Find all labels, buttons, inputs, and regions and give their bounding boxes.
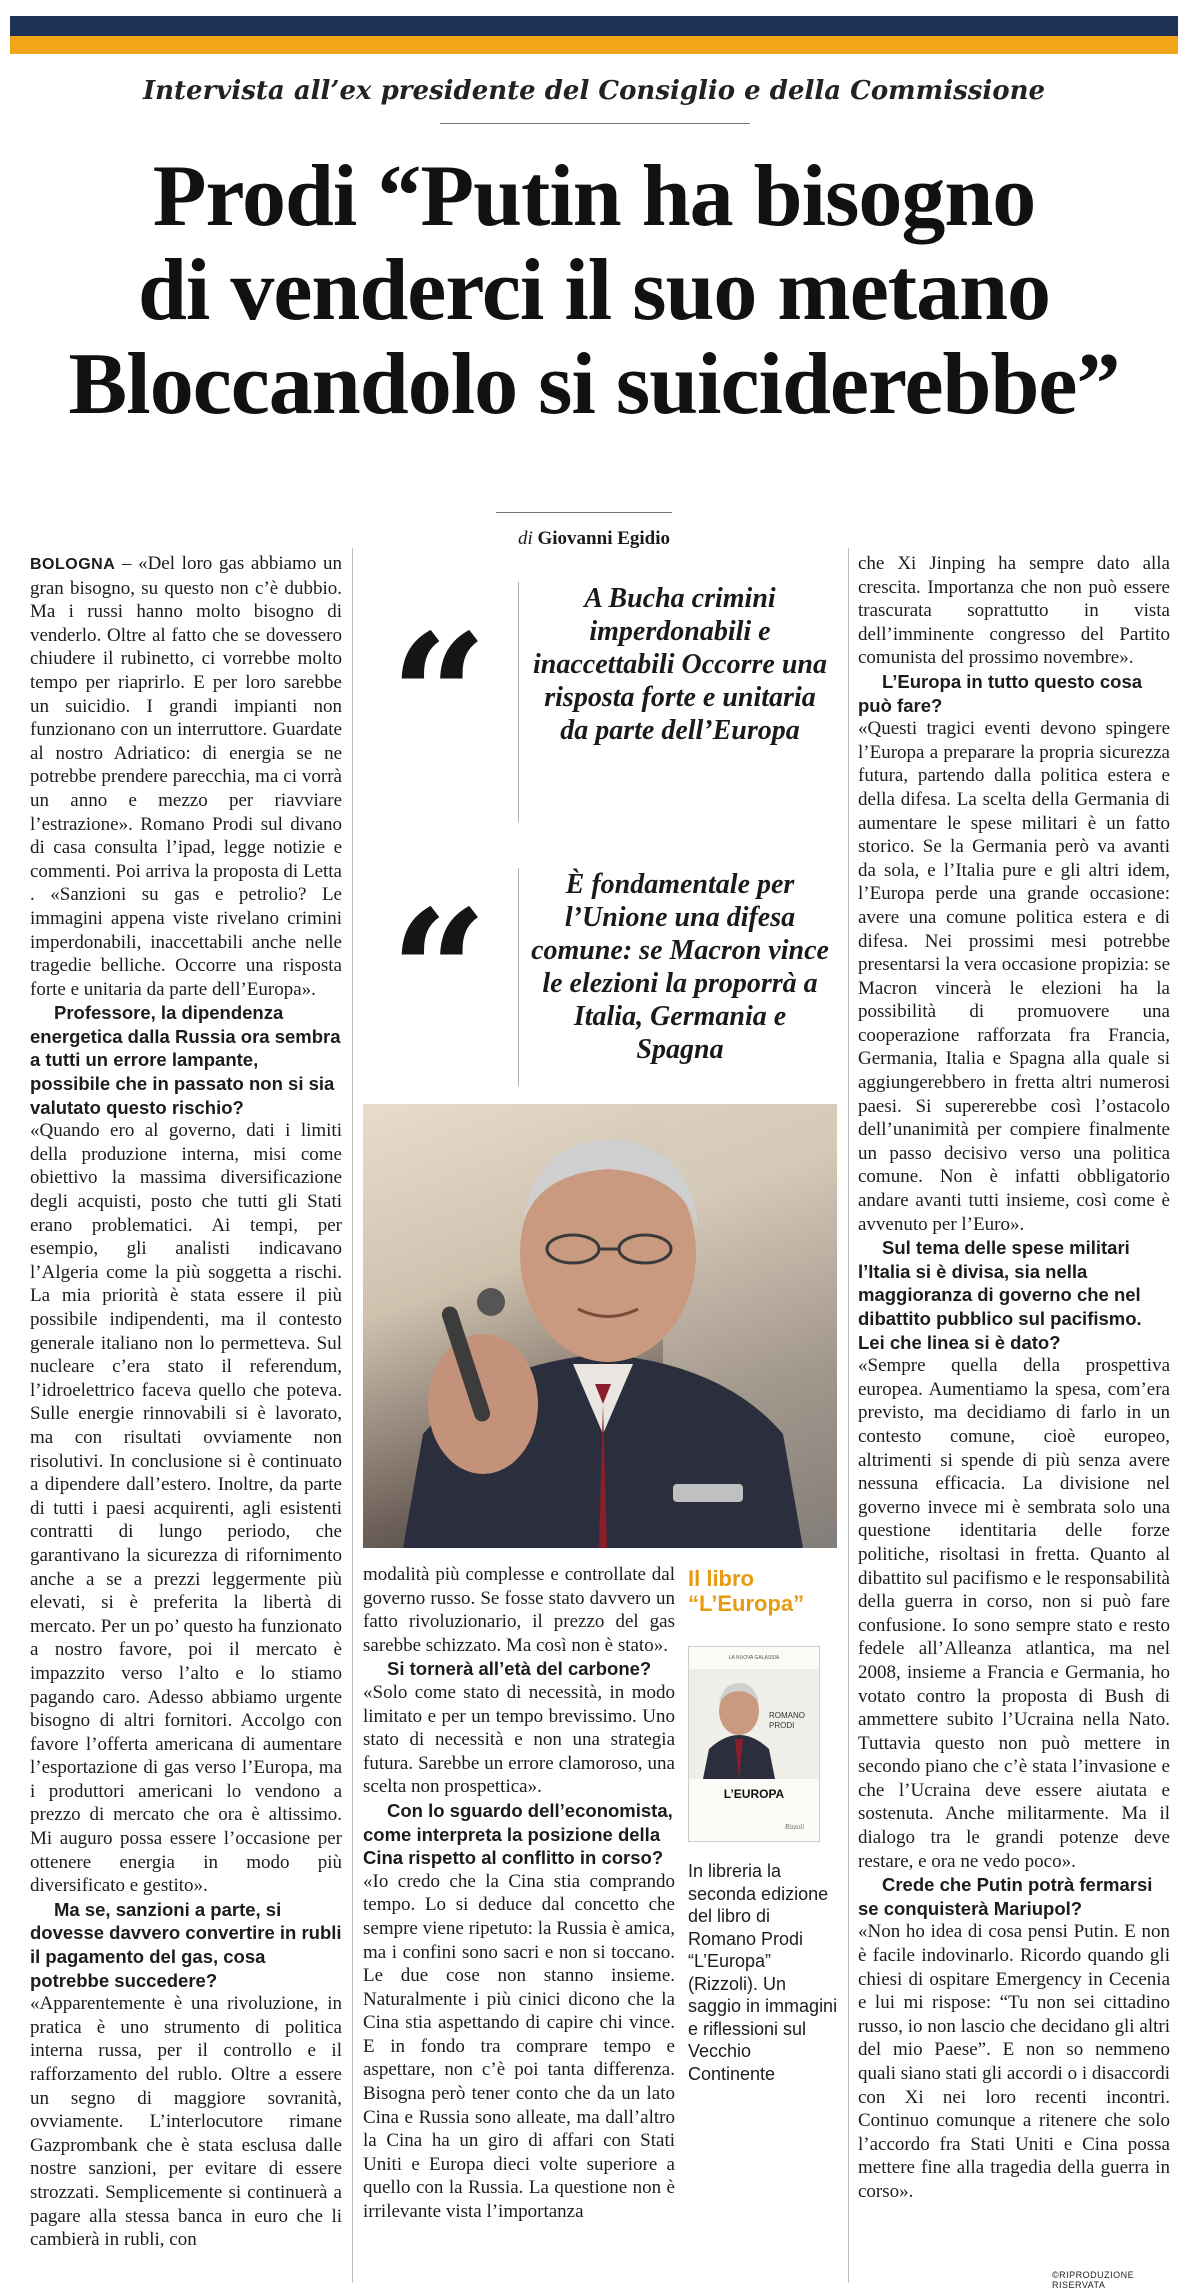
headline-line-1-text: “Putin ha bisogno <box>377 148 1036 245</box>
copyright-notice: ©RIPRODUZIONE RISERVATA <box>1052 2270 1135 2290</box>
book-cover-series: LA NUOVA GALASSIA <box>728 1655 780 1661</box>
question-5 <box>858 670 1170 717</box>
article-column-2 <box>363 1563 675 2277</box>
question-5-text: L’Europa in tutto questo cosa può fare? <box>858 670 1143 716</box>
byline-prefix: di <box>517 528 533 549</box>
quote-divider <box>518 582 519 822</box>
article-column-1 <box>30 552 342 2277</box>
book-sidebar-title <box>688 1566 838 1616</box>
answer-1: «Quando ero al governo, dati i limiti della produzione interna, misi come obiettivo la massima diversificazione degli acquisti, posto che tutti gli Stati erano problematici. Ai tempi, per esempio, gli analisti indicavano l’Algeria come la più soggetta a rischi. La mia priorità è stata essere il più possibile indipendenti, ma il contesto generale italiano non lo permetteva. Sul nucleare c’era stato il referendum, l’idroelettrico faceva quello che poteva. Sulle energie rinnovabili si è lavorato, ma con risultati ovviamente non risolutivi. In conclusione si è continuato a dipendere dall’estero. Inoltre, da parte di tutti i paesi acquirenti, agli esistenti contratti di lungo periodo, che garantivano la sicurezza di rifornimento anche a se a prezzi leggermente più elevati, si è preferita la libertà di mercato. Per un po’ questo ha funzionato a nostro favore, poi il mercato è impazzito verso l’alto e lo stiamo pagando caro. Adesso abbiamo urgente bisogno di altri fornitori. Accolgo con favore l’offerta americana di aumentare l’esportazione di gas verso l’Europa, ma i produttori americani lo vendono a prezzo di mercato che ora è altissimo. Mi auguro possa essere l’occasione per ottenere energia in modo più diversificato e gestito». <box>30 1120 342 1897</box>
photo-romano-prodi <box>363 1104 837 1548</box>
column-divider-2 <box>848 548 849 2283</box>
quote-mark-icon: “ <box>390 597 488 797</box>
book-cover-title: L’EUROPA <box>723 1787 785 1801</box>
answer-4-continued: che Xi Jinping ha sempre dato alla crescita. Importanza che non può essere trascurata soprattutto in vista dell’imminente congresso del Partito comunista del prossimo novembre». <box>858 553 1170 669</box>
book-description: In libreria la seconda edizione del libro di Romano Prodi “L’Europa” (Rizzoli). Un saggio in immagini e riflessioni sul Vecchio Continente <box>688 1861 838 2084</box>
question-4 <box>363 1799 675 1870</box>
question-4-text: Con lo sguardo dell’economista, come interpreta la posizione della Cina rispetto al conflitto in corso? <box>363 1799 673 1869</box>
answer-3: «Solo come stato di necessità, in modo limitato e per un tempo brevissimo. Uno stato di necessità e non una strategia futura. Sarebbe un errore clamoroso, una scelta non prospettica». <box>363 1681 675 1798</box>
question-2-text: Ma se, sanzioni a parte, si dovesse davvero convertire in rubli il pagamento del gas, cosa potrebbe succedere? <box>30 1898 342 1991</box>
answer-4: «Io credo che la Cina stia comprando tempo. Lo si deduce dal concetto che sempre viene ripetuto: la Russia è amica, ma i confini sono sacri e non si toccano. Le due cose non stanno insieme. Naturalmente i più cinici dicono che la Cina stia aspettando di capire chi vince. E in fondo tra comprare tempo e aspettare, non c’è poi tanta differenza. Bisogna però tener conto che da un lato Cina e Russia sono alleate, ma dall’altro la Cina ha un giro di affari con Stati Uniti e Europa dieci volte superiore a quello con la Russia. La questione non è irrilevante vista l’importanza <box>363 1870 675 2223</box>
book-cover-author: ROMANO PRODI <box>769 1711 805 1730</box>
answer-6: «Sempre quella della prospettiva europea. Aumentiamo la spesa, com’era previsto, ma decidiamo di farlo in un contesto comune, cioè europeo, altrimenti si spende di più senza avere nessuna efficacia. La divisione nel governo invece mi è sembrata solo una questione identitaria delle forze politiche, risoltasi in fretta. Quanto al dibattito sul pacifismo e le responsabilità della guerra in corso, non si può fare confusione. Io sono sempre stato e resto fedele all’Alleanza atlantica, ma nel 2008, insieme a Francia e Germania, ho votato contro la proposta di Bush di ammettere subito l’Ucraina nella Nato. Tuttavia questo non può mettere in secondo piano che c’è stata l’invasione e che l’Ucraina deve essere aiutata e sostenuta. Anche militarmente. Ma il dialogo tra le grandi potenze deve restare, e ora ne vedo poco». <box>858 1355 1170 1872</box>
kicker: Intervista all’ex presidente del Consiglio e della Commissione <box>142 76 1046 106</box>
book-cover-publisher: Rizzoli <box>785 1823 805 1831</box>
article-column-3 <box>858 552 1170 2262</box>
masthead-bar-gold <box>10 36 1178 54</box>
lead-text: – «Del loro gas abbiamo un gran bisogno, su questo non c’è dubbio. Ma i russi hanno molto bisogno di venderlo. Oltre al fatto che se dovessero chiudere il rubinetto, ci vorrebbe molto tempo per riaprirlo. E per loro sarebbe un suicidio. I grandi impianti non funzionano con un interruttore. Guardate al nostro Adriatico: di energia se ne potrebbe prendere parecchia, ma ci vorrà un anno e mezzo per riavviare l’estrazione». Romano Prodi sul divano di casa consulta l’ipad, legge notizie e commenti. Poi arriva la proposta di Letta . «Sanzioni su gas e petrolio? Le immagini appena viste rivelano crimini imperdonabili, inaccettabili anche nelle tragedie belliche. Occorre una risposta forte e unitaria da parte dell’Europa». <box>30 553 342 1000</box>
question-1-text: Professore, la dipendenza energetica dalla Russia ora sembra a tutti un errore lampante, possibile che in passato non si sia valutato questo rischio? <box>30 1002 341 1118</box>
question-6-text: Sul tema delle spese militari l’Italia si è divisa, sia nella maggioranza di governo che nel dibattito pubblico sul pacifismo. Lei che linea si è dato? <box>858 1237 1142 1353</box>
headline <box>0 150 1188 432</box>
column-divider-1 <box>352 548 353 2283</box>
pull-quote-2-text: È fondamentale per l’Unione una difesa comune: se Macron vince le elezioni la proporrà a Italia, Germania e Spagna <box>531 869 829 1065</box>
answer-2-continued: modalità più complesse e controllate dal governo russo. Se fosse stato davvero un fatto rivoluzionario, il prezzo del gas sarebbe schizzato. Ma così non è stato». <box>363 1564 675 1656</box>
headline-line-1 <box>0 150 1188 244</box>
question-2 <box>30 1898 342 1992</box>
answer-2: «Apparentemente è una rivoluzione, in pratica è uno strumento di politica interna russa, per il controllo e il rafforzamento del rublo. Oltre a essere un segno di maggiore sovranità, ovviamente. L’interlocutore rimane Gazprombank che è stata esclusa dalle nostre sanzioni, per evitare di essere strozzati. Semplicemente si continuerà a pagare alla stessa banca in euro che li cambierà in rubli, con <box>30 1993 342 2251</box>
portrait-illustration <box>363 1104 837 1548</box>
question-7 <box>858 1873 1170 1920</box>
masthead-bar-blue <box>10 16 1178 36</box>
headline-line-2: di venderci il suo metano <box>137 242 1051 339</box>
pull-quote-1-text: A Bucha crimini imperdonabili e inaccettabili Occorre una risposta forte e unitaria da parte dell’Europa <box>533 583 827 746</box>
question-3-text: Si tornerà all’età del carbone? <box>387 1658 652 1680</box>
question-7-text: Crede che Putin potrà fermarsi se conquisterà Mariupol? <box>858 1874 1153 1919</box>
byline-divider <box>496 512 672 513</box>
dateline: BOLOGNA <box>30 556 116 573</box>
question-1 <box>30 1001 342 1119</box>
answer-7: «Non ho idea di cosa pensi Putin. E non è facile indovinarlo. Ricordo quando gli chiesi di ospitare Emergency in Cecenia e lui mi rispose: “Tu non sei cittadino russo, io non lascio che decidano gli altri del mio Paese”. E non so nemmeno quali siano stati gli accordi o i disaccordi con Xi nei loro recenti incontri. Continuo comunque a ritenere che solo l’accordo fra Stati Uniti e Cina possa mettere fine alla tragedia della guerra in corso». <box>858 1921 1170 2202</box>
quote-divider <box>518 868 519 1086</box>
question-6 <box>858 1236 1170 1354</box>
kicker-divider <box>440 123 750 124</box>
book-cover-image <box>688 1646 820 1842</box>
pull-quote-1 <box>380 582 832 848</box>
byline <box>0 528 1188 550</box>
headline-line-3: Bloccandolo si suiciderebbe” <box>68 336 1120 433</box>
quote-mark-icon: “ <box>390 873 488 1073</box>
headline-name: Prodi <box>152 148 357 245</box>
book-title-line-1: Il libro <box>688 1566 754 1591</box>
question-3 <box>363 1657 675 1681</box>
article-lead <box>30 552 342 1001</box>
pull-quote-2 <box>380 868 832 1098</box>
byline-author: Giovanni Egidio <box>537 528 671 549</box>
answer-5: «Questi tragici eventi devono spingere l’Europa a preparare la propria sicurezza futura, partendo dalla politica estera e della difesa. La scelta della Germania di aumentare le spese militari è un fatto storico. Se la Germania però va avanti da sola, e l’Italia pure e gli altri idem, l’Europa perde una grande occasione: avere una comune politica estera e di difesa. Nei prossimi mesi potrebbe presentarsi la vera occasione propizia: se Macron vincerà le elezioni ha la possibilità di promuovere una cooperazione rafforzata fra Francia, Germania, Italia e Spagna alla quale si aggiungerebbero in fretta altri numerosi paesi. Si supererebbe così l’ostacolo dell’unanimità per compiere finalmente un passo decisivo verso una politica comune. Non è infatti obbligatorio andare avanti tutti insieme, così come è avvenuto per l’Euro». <box>858 718 1170 1235</box>
book-sidebar <box>688 1566 838 2085</box>
book-title-line-2: “L’Europa” <box>688 1591 805 1616</box>
